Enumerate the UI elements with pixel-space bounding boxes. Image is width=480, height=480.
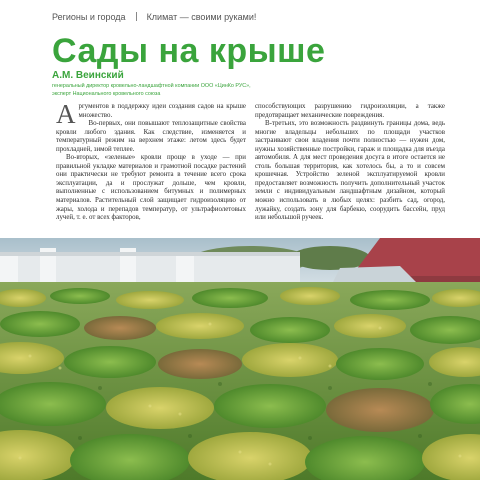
author-name: А.М. Веинский — [52, 70, 124, 81]
section-label: Регионы и города — [52, 12, 126, 22]
green-roof-photo — [0, 238, 480, 480]
author-role-line-1: генеральный директор кровельно-ландшафтной компании ООО «ЦинКо РУС», — [52, 83, 251, 89]
paragraph: Во-вторых, «зеленые» кровли прощe в уходе — при правильной укладке материалов и грамотной посадке растений они практически не требуют ремонта в течение всего срока эксплуатации, да и прослужат дольше, чем кровли, выполненные с использованием битумных и полимерных материалов. Растительный слой защищает гидроизоляцию от жары, холода и перепадов температур, от ультрафиолетовых лучей, т. е. от всех факторов, — [56, 154, 246, 222]
dropcap: А — [56, 99, 76, 129]
article-title: Сады на крыше — [52, 32, 326, 70]
running-header — [52, 12, 256, 22]
author-role — [52, 82, 352, 98]
topic-label: Климат — своими руками! — [146, 12, 257, 22]
paragraph-text: ргументов в поддержку идеи создания садов на крыше множество. — [78, 103, 246, 119]
paragraph: Во-первых, они повышают теплозащитные свойства кровли любого здания. Как следствие, изменяется и температурный режим на верхнем этаже: летом здесь будет прохладней, зимой теплее. — [56, 120, 246, 153]
text-column-right — [255, 103, 445, 223]
paragraph: В-третьих, это возможность раздвинуть границы дома, ведь многие владельцы небольших по площади участков застраивают свои владения почти полностью — нужен дом, нужны хозяйственные постройки, гараж и площадка для въезда автомобиля. А для мест проведения досуга в итоге остается не столь большая территория, как хотелось бы, а то и совсем крошечная. Устройство зеленой эксплуатируемой кровли предоставляет возможность получить дополнительный участок земли с индивидуальным ландшафтным дизайном, который можно использовать в любых целях: разбить сад, огород, лужайку, создать зону для барбекю, соорудить бассейн, пруд или небольшой ручеек. — [255, 120, 445, 222]
paragraph: способствующих разрушению гидроизоляции, а также предотвращает механические повреждения. — [255, 103, 445, 119]
green-roof-illustration — [0, 238, 480, 480]
paragraph — [56, 99, 246, 129]
header-divider — [136, 12, 137, 21]
author-role-line-2: эксперт Национального кровельного союза — [52, 91, 161, 97]
text-column-left — [56, 99, 246, 223]
